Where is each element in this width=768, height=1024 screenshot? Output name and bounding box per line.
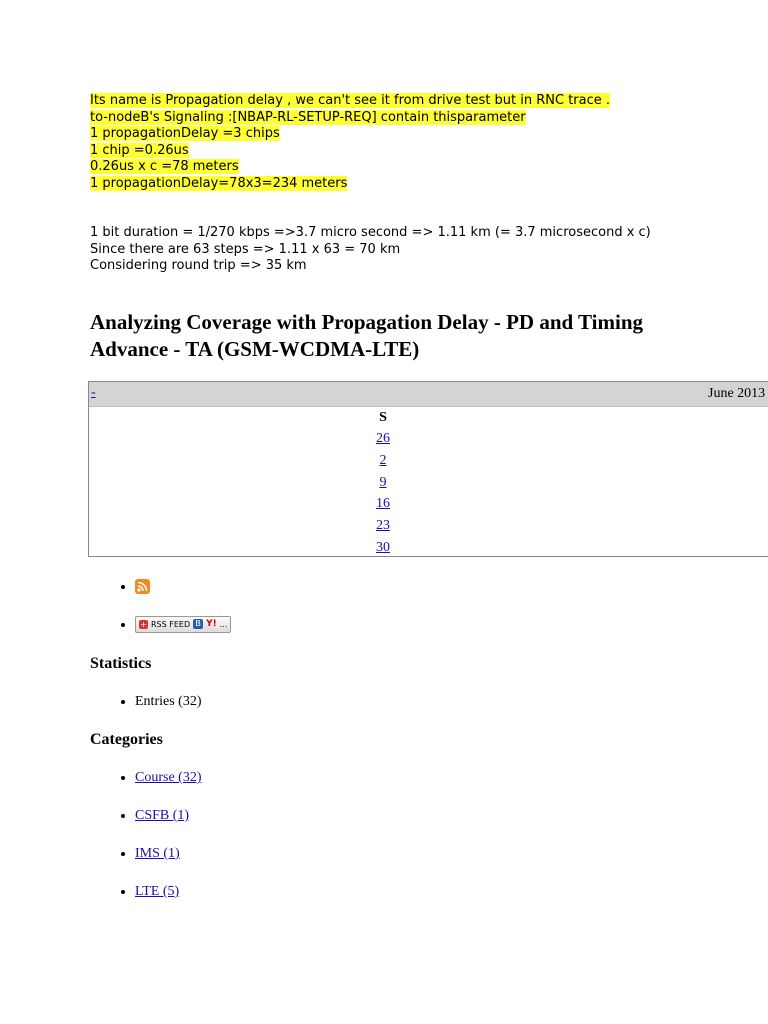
plain-notes	[90, 225, 680, 275]
list-item	[135, 808, 189, 824]
note-line: Considering round trip => 35 km	[90, 258, 307, 273]
category-link[interactable]: IMS (1)	[135, 846, 180, 861]
note-line: 1 chip =0.26us	[90, 142, 189, 158]
rss-feed-badge[interactable]	[135, 616, 231, 633]
calendar-day-link[interactable]: 23	[376, 518, 390, 534]
calendar-day-link[interactable]: 26	[376, 431, 390, 446]
rss-feed-label: RSS FEED	[151, 619, 191, 629]
calendar-day-header: S	[379, 410, 387, 425]
categories-heading: Categories	[90, 731, 163, 748]
note-line: to-nodeB's Signaling :[NBAP-RL-SETUP-REQ] contain thisparameter	[90, 109, 526, 125]
note-line: 1 bit duration = 1/270 kbps =>3.7 micro second => 1.11 km (= 3.7 microsecond x c)	[90, 225, 651, 240]
note-line: 0.26us x c =78 meters	[90, 159, 239, 174]
statistics-heading: Statistics	[90, 655, 152, 672]
calendar-widget	[88, 381, 768, 557]
note-line: Its name is Propagation delay , we can't see it from drive test but in RNC trace .	[90, 93, 611, 108]
note-line: 1 propagationDelay=78x3=234 meters	[90, 175, 348, 191]
more-icon: ...	[219, 619, 228, 629]
calendar-day-link[interactable]: 16	[376, 496, 390, 512]
plus-icon: • +	[140, 619, 147, 629]
category-link[interactable]: Course (32)	[135, 770, 202, 785]
category-link[interactable]: CSFB (1)	[135, 808, 190, 823]
list-item	[135, 770, 202, 786]
article-title: Analyzing Coverage with Propagation Delay - PD and Timing Advance - TA (GSM-WCDMA-LTE)	[90, 310, 644, 361]
entries-count: Entries (32)	[135, 694, 202, 709]
calendar-day-link[interactable]: 2	[379, 452, 387, 468]
list-item	[135, 694, 201, 710]
list-item	[135, 577, 150, 595]
calendar-prev-link[interactable]: -	[91, 385, 96, 400]
rss-icon[interactable]	[135, 579, 150, 594]
calendar-day-link[interactable]: 30	[376, 539, 390, 555]
calendar-header	[89, 382, 768, 407]
category-link[interactable]: LTE (5)	[135, 884, 180, 899]
highlighted-notes	[90, 93, 690, 192]
list-item	[135, 884, 179, 900]
calendar-month: June 2013	[708, 386, 766, 401]
note-line: Since there are 63 steps => 1.11 x 63 = 70 km	[90, 241, 401, 257]
list-item	[135, 846, 180, 862]
calendar-day-link[interactable]: 9	[379, 474, 387, 490]
note-line: 1 propagationDelay =3 chips	[90, 126, 280, 141]
yahoo-icon: Y!	[206, 619, 217, 630]
bookmark-b-icon: B	[193, 619, 203, 629]
list-item	[135, 615, 231, 633]
calendar-sunday-column	[371, 407, 395, 557]
